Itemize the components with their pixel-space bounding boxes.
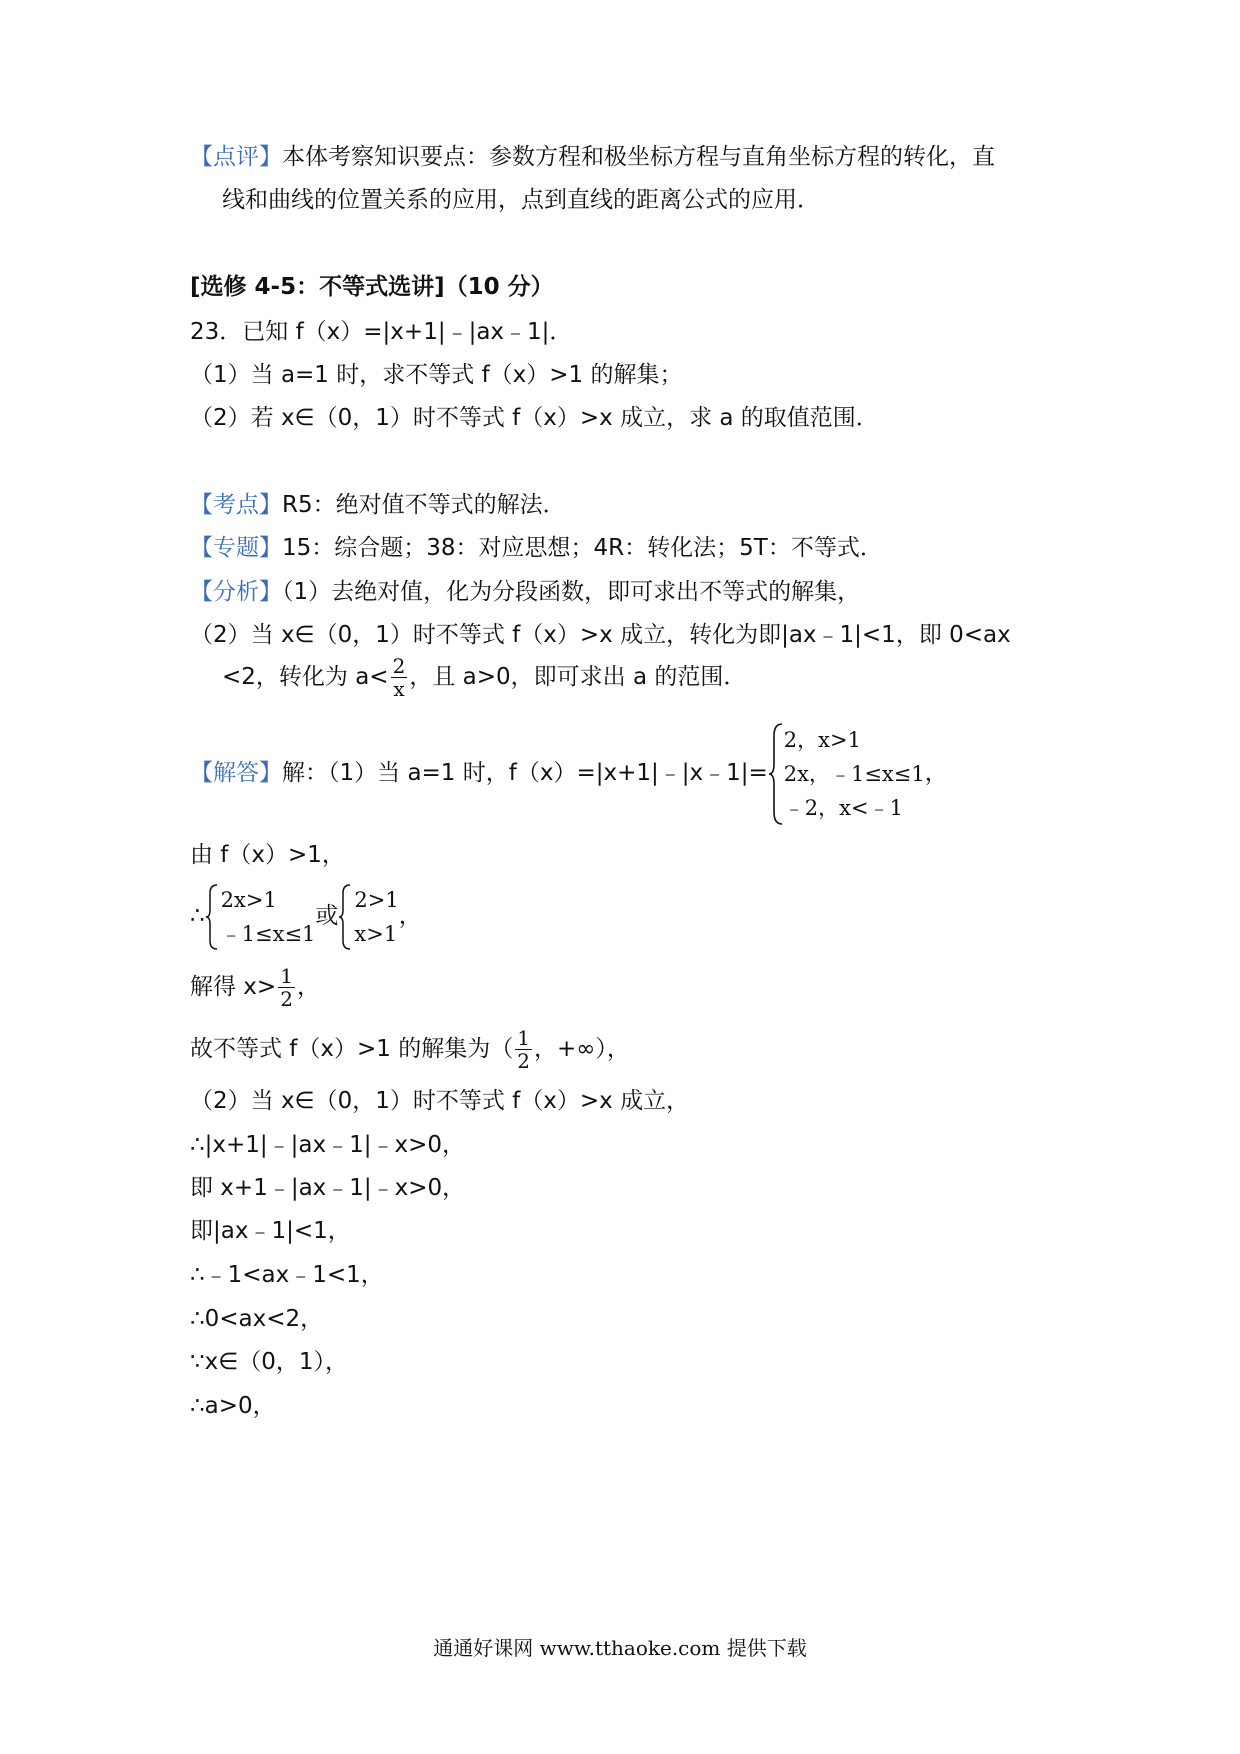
question-part-1: （1）当 a=1 时，求不等式 f（x）>1 的解集； bbox=[190, 362, 683, 388]
zhuanti-line bbox=[190, 533, 883, 563]
solution-line-2-pre: 解得 x> bbox=[190, 974, 277, 1000]
comment-line-1 bbox=[190, 142, 995, 172]
fraction-numerator: 2 bbox=[392, 654, 406, 678]
solution-line-1: 由 f（x）>1， bbox=[190, 842, 345, 868]
solution-line-9: ∴0<ax<2， bbox=[190, 1306, 324, 1332]
therefore-symbol: ∴ bbox=[190, 903, 205, 929]
system-1-row-2: ﹣1≤x≤1 bbox=[220, 921, 316, 946]
fenxi-text-1: （1）去绝对值，化为分段函数，即可求出不等式的解集， bbox=[282, 579, 861, 605]
fenxi-line-1 bbox=[190, 577, 860, 607]
left-brace-icon bbox=[768, 722, 784, 826]
system-2-row-1: 2>1 bbox=[354, 887, 399, 912]
system-1-row-1: 2x>1 bbox=[220, 887, 277, 912]
question-part-2: （2）若 x∈（0，1）时不等式 f（x）>x 成立，求 a 的取值范围． bbox=[190, 405, 879, 431]
fraction-denominator: x bbox=[393, 677, 405, 701]
solution-line-2 bbox=[190, 960, 320, 1014]
kaodian-text: R5：绝对值不等式的解法． bbox=[282, 492, 566, 518]
solution-line-10: ∵x∈（0，1）， bbox=[190, 1349, 349, 1375]
solution-line-7: 即|ax﹣1|<1， bbox=[190, 1218, 351, 1244]
comment-tag: 【点评】 bbox=[190, 144, 282, 170]
fraction-2-over-x bbox=[391, 655, 408, 700]
case-1: 2，x>1 bbox=[783, 727, 861, 752]
page-footer: 通通好课网 www.tthaoke.com 提供下载 bbox=[433, 1636, 807, 1660]
system-1 bbox=[221, 883, 316, 951]
solution-line-8: ∴﹣1<ax﹣1<1， bbox=[190, 1262, 384, 1288]
zhuanti-text: 15：综合题；38：对应思想；4R：转化法；5T：不等式． bbox=[282, 535, 883, 561]
solution-line-3-pre: 故不等式 f（x）>1 的解集为（ bbox=[190, 1036, 514, 1062]
solution-line-3 bbox=[190, 1022, 630, 1076]
jieda-intro: 解：（1）当 a=1 时，f（x）=|x+1|﹣|x﹣1|= bbox=[282, 760, 768, 786]
kaodian-tag: 【考点】 bbox=[190, 492, 282, 518]
left-brace-icon bbox=[205, 883, 221, 951]
system-2-row-2: x>1 bbox=[354, 921, 398, 946]
system-end: ， bbox=[398, 903, 422, 929]
kaodian-line bbox=[190, 490, 566, 520]
fenxi-tag: 【分析】 bbox=[190, 579, 282, 605]
solution-line-11: ∴a>0， bbox=[190, 1393, 276, 1419]
fraction-1-over-2 bbox=[278, 965, 295, 1010]
solution-line-3-post: ，+∞）， bbox=[533, 1036, 630, 1062]
solution-line-6: 即 x+1﹣|ax﹣1|﹣x>0， bbox=[190, 1175, 466, 1201]
fenxi-text-2: （2）当 x∈（0，1）时不等式 f（x）>x 成立，转化为即|ax﹣1|<1，即 0<ax bbox=[190, 622, 1011, 648]
question-stem: 23．已知 f（x）=|x+1|﹣|ax﹣1|． bbox=[190, 319, 573, 345]
fraction-denominator: 2 bbox=[280, 987, 293, 1011]
solution-line-2-post: ， bbox=[296, 974, 320, 1000]
fenxi-text-3-post: ，且 a>0，即可求出 a 的范围． bbox=[409, 664, 747, 690]
comment-text-2: 线和曲线的位置关系的应用，点到直线的距离公式的应用． bbox=[222, 187, 820, 213]
jieda-line bbox=[190, 718, 948, 828]
piecewise-cases bbox=[784, 723, 925, 825]
fenxi-line-3 bbox=[222, 652, 746, 702]
left-brace-icon bbox=[338, 883, 354, 951]
jieda-tag: 【解答】 bbox=[190, 760, 282, 786]
solution-line-5: ∴|x+1|﹣|ax﹣1|﹣x>0， bbox=[190, 1132, 466, 1158]
case-2: 2x，﹣1≤x≤1 bbox=[783, 761, 925, 786]
fraction-numerator: 1 bbox=[517, 1026, 530, 1050]
solution-line-4: （2）当 x∈（0，1）时不等式 f（x）>x 成立， bbox=[190, 1088, 690, 1114]
comment-text-1: 本体考察知识要点：参数方程和极坐标方程与直角坐标方程的转化，直 bbox=[282, 144, 995, 170]
fraction-1-over-2 bbox=[515, 1027, 532, 1072]
system-2 bbox=[354, 883, 398, 951]
or-word: 或 bbox=[315, 903, 339, 929]
fraction-denominator: 2 bbox=[517, 1049, 530, 1073]
section-title: [选修 4-5：不等式选讲]（10 分） bbox=[190, 274, 554, 300]
zhuanti-tag: 【专题】 bbox=[190, 535, 282, 561]
case-3: ﹣2，x<﹣1 bbox=[783, 795, 903, 820]
fenxi-text-3-pre: <2，转化为 a< bbox=[222, 664, 389, 690]
cases-end: ， bbox=[924, 760, 948, 786]
system-line bbox=[190, 880, 422, 952]
fraction-numerator: 1 bbox=[280, 964, 293, 988]
